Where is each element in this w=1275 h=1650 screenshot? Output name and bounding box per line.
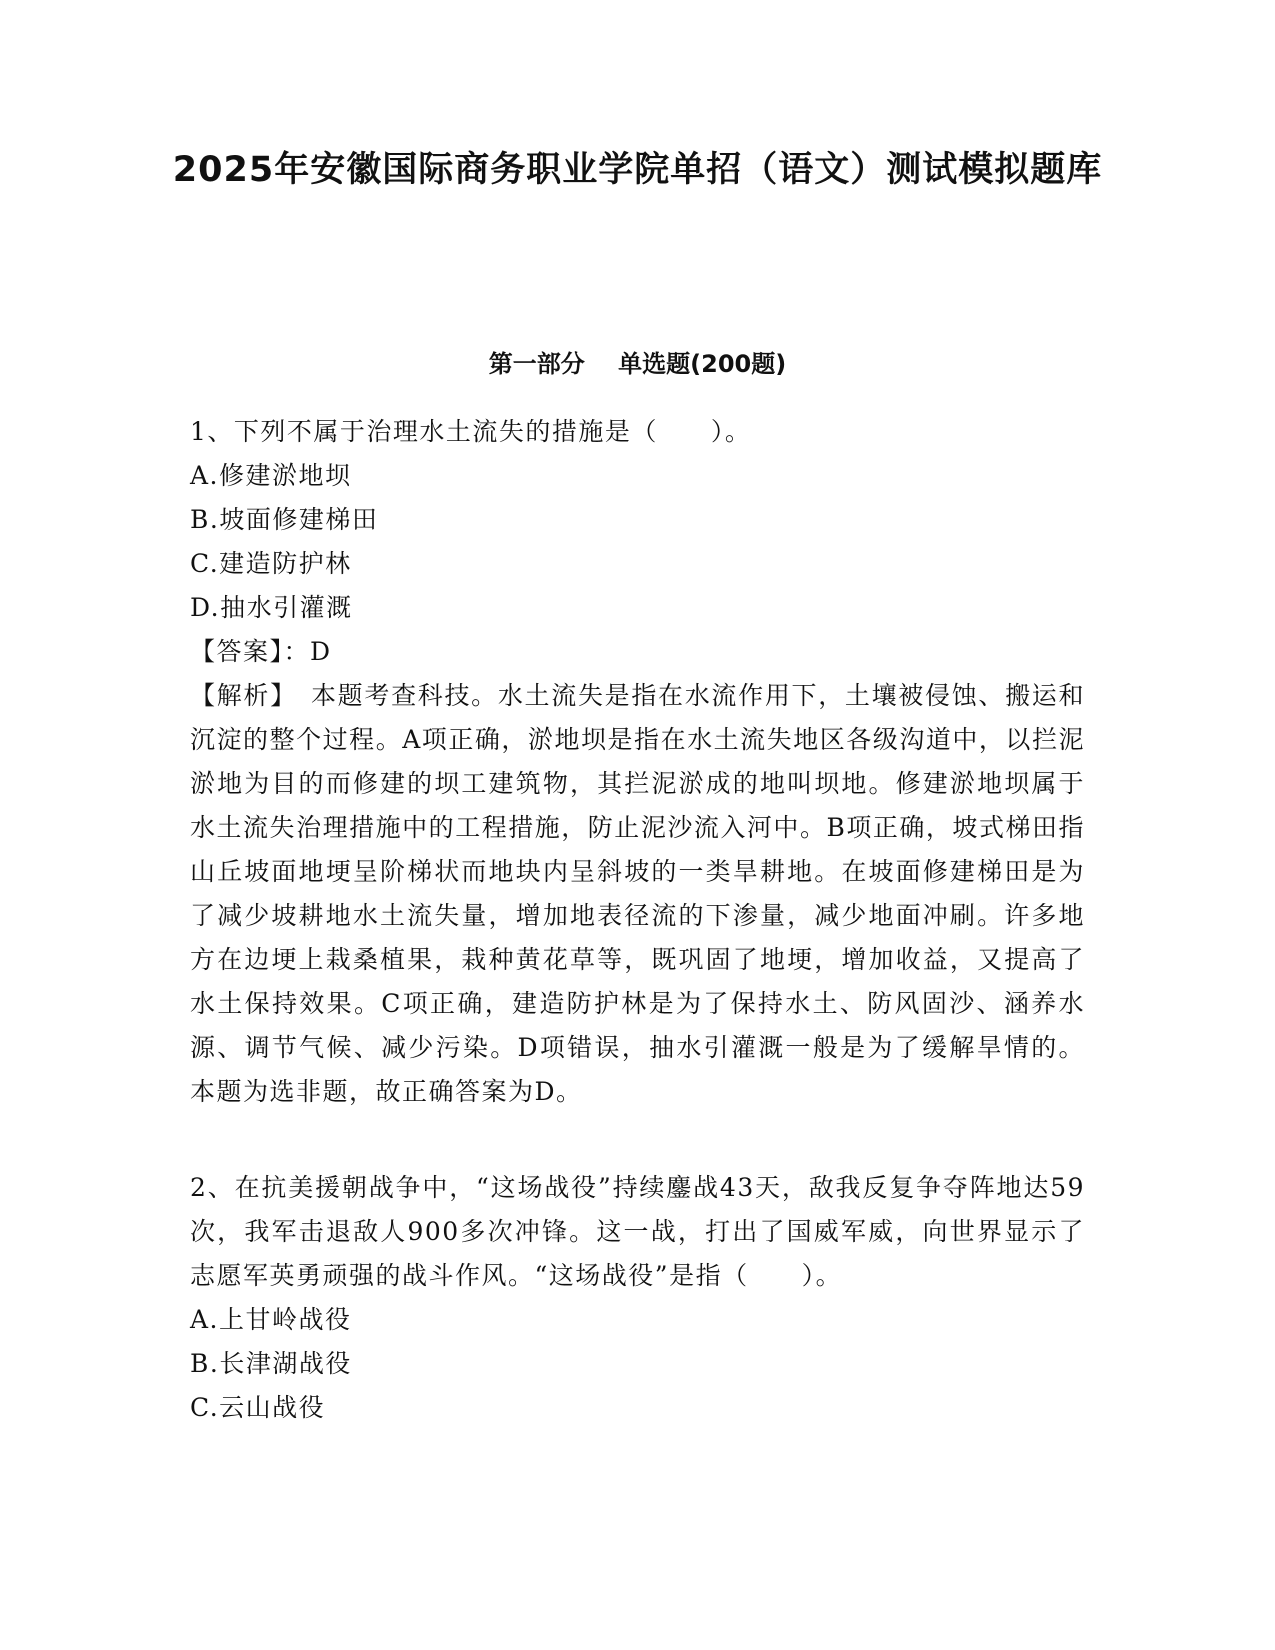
answer-line: 【答案】：D — [190, 637, 332, 666]
option-c: C.建造防护林 — [190, 549, 352, 578]
question-1 — [190, 410, 1085, 1114]
part-heading: 第一部分 单选题(200题) — [488, 350, 787, 378]
option-c: C.云山战役 — [190, 1393, 326, 1422]
option-a: A.修建淤地坝 — [190, 461, 352, 490]
question-stem: 1、下列不属于治理水土流失的措施是（ ）。 — [190, 417, 752, 446]
document-title: 2025年安徽国际商务职业学院单招（语文）测试模拟题库 — [172, 150, 1103, 190]
question-2 — [190, 1166, 1085, 1430]
option-a: A.上甘岭战役 — [190, 1305, 352, 1334]
option-d: D.抽水引灌溉 — [190, 593, 353, 622]
analysis-paragraph: 【解析】 本题考查科技。水土流失是指在水流作用下，土壤被侵蚀、搬运和沉淀的整个过程。A项正确，淤地坝是指在水土流失地区各级沟道中，以拦泥淤地为目的而修建的坝工建筑物，其拦泥淤成的地叫坝地。修建淤地坝属于水土流失治理措施中的工程措施，防止泥沙流入河中。B项正确，坡式梯田指山丘坡面地埂呈阶梯状而地块内呈斜坡的一类旱耕地。在坡面修建梯田是为了减少坡耕地水土流失量，增加地表径流的下渗量，减少地面冲刷。许多地方在边埂上栽桑植果，栽种黄花草等，既巩固了地埂，增加收益，又提高了水土保持效果。C项正确，建造防护林是为了保持水土、防风固沙、涵养水源、调节气候、减少污染。D项错误，抽水引灌溉一般是为了缓解旱情的。本题为选非题，故正确答案为D。 — [190, 681, 1085, 1106]
option-b: B.长津湖战役 — [190, 1349, 352, 1378]
option-b: B.坡面修建梯田 — [190, 505, 379, 534]
question-stem: 2、在抗美援朝战争中，“这场战役”持续鏖战43天，敌我反复争夺阵地达59次，我军击退敌人900多次冲锋。这一战，打出了国威军威，向世界显示了志愿军英勇顽强的战斗作风。“这场战役”是指（ ）。 — [190, 1173, 1085, 1290]
